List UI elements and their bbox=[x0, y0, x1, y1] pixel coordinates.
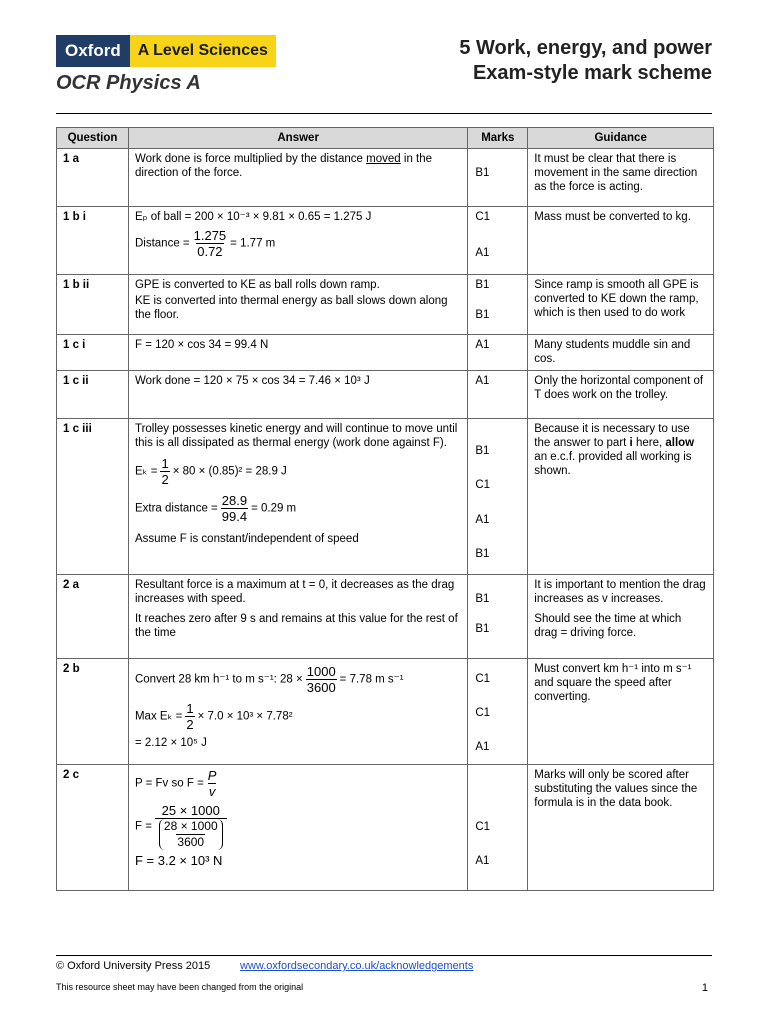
answer-cell bbox=[128, 149, 467, 207]
mark: C1 bbox=[475, 821, 491, 833]
table-row bbox=[57, 149, 714, 207]
guidance-cell: Marks will only be scored after substituting the values since the formula is in the data book. bbox=[528, 765, 714, 891]
answer-cell bbox=[128, 207, 467, 275]
mark: C1 bbox=[475, 707, 491, 719]
answer-text: Distance = bbox=[134, 237, 190, 250]
answer-text: = 0.29 m bbox=[251, 502, 297, 515]
fraction bbox=[207, 768, 218, 799]
mark: A1 bbox=[475, 375, 490, 387]
answer-text: = 2.12 × 10⁵ J bbox=[134, 737, 207, 749]
mark: A1 bbox=[475, 247, 490, 259]
copyright-text: © Oxford University Press 2015 bbox=[56, 960, 211, 972]
answer-text: Extra distance = bbox=[134, 502, 218, 515]
marks-cell bbox=[468, 335, 528, 371]
mark: A1 bbox=[475, 339, 490, 351]
marks-cell bbox=[468, 419, 528, 575]
question-number: 1 c i bbox=[57, 335, 129, 371]
guidance-cell: Mass must be converted to kg. bbox=[528, 207, 714, 275]
table-row bbox=[57, 419, 714, 575]
marks-cell bbox=[468, 659, 528, 765]
table-row bbox=[57, 207, 714, 275]
header-question: Question bbox=[57, 128, 129, 149]
table-row bbox=[57, 335, 714, 371]
table-row bbox=[57, 765, 714, 891]
question-number: 1 b i bbox=[57, 207, 129, 275]
answer-text: Resultant force is a maximum at t = 0, it decreases as the drag increases with speed. bbox=[134, 579, 455, 605]
mark: B1 bbox=[475, 445, 490, 457]
denominator: 3600 bbox=[177, 835, 205, 849]
answer-text: Trolley possesses kinetic energy and will continue to move until this is all dissipated as thermal energy (work done against F). bbox=[134, 423, 458, 449]
doc-type: Exam-style mark scheme bbox=[472, 62, 712, 84]
answer-cell bbox=[128, 575, 467, 659]
guidance-cell: Many students muddle sin and cos. bbox=[528, 335, 714, 371]
marks-cell bbox=[468, 275, 528, 335]
guidance-cell: It must be clear that there is movement in the same direction as the force is acting. bbox=[528, 149, 714, 207]
guidance-cell: Must convert km h⁻¹ into m s⁻¹ and square the speed after converting. bbox=[528, 659, 714, 765]
answer-text: Max Eₖ = bbox=[134, 710, 183, 723]
guidance-cell: Because it is necessary to use the answer to part i here, allow an e.c.f. provided all working is shown. bbox=[528, 419, 714, 575]
answer-text: It reaches zero after 9 s and remains at this value for the rest of the time bbox=[134, 613, 458, 639]
guidance-text: It is important to mention the drag increases as v increases. bbox=[534, 579, 706, 605]
mark: C1 bbox=[475, 211, 491, 223]
question-number: 2 a bbox=[57, 575, 129, 659]
mark: B1 bbox=[475, 167, 490, 179]
header-answer: Answer bbox=[128, 128, 467, 149]
table-row bbox=[57, 575, 714, 659]
denominator: 3600 bbox=[306, 680, 336, 695]
mark: B1 bbox=[475, 548, 490, 560]
document-title bbox=[459, 36, 712, 86]
question-number: 1 c ii bbox=[57, 371, 129, 419]
answer-cell: F = 120 × cos 34 = 99.4 N bbox=[128, 335, 467, 371]
guidance-text: Should see the time at which drag = driving force. bbox=[534, 613, 682, 639]
question-number: 2 c bbox=[57, 765, 129, 891]
answer-cell bbox=[128, 275, 467, 335]
answer-formula bbox=[135, 228, 461, 259]
answer-formula bbox=[135, 456, 461, 487]
fraction bbox=[155, 803, 227, 850]
marks-cell bbox=[468, 371, 528, 419]
answer-formula bbox=[135, 803, 461, 850]
mark: A1 bbox=[475, 855, 490, 867]
numerator: 1.275 bbox=[193, 228, 227, 243]
compound-denominator bbox=[155, 818, 227, 850]
footer-divider bbox=[56, 955, 712, 956]
answer-text: Assume F is constant/independent of speed bbox=[134, 533, 359, 545]
marks-cell bbox=[468, 765, 528, 891]
numerator: 25 × 1000 bbox=[161, 803, 220, 818]
table-header-row bbox=[57, 128, 714, 149]
denominator: 2 bbox=[186, 717, 194, 732]
chapter-title: 5 Work, energy, and power bbox=[459, 37, 712, 59]
answer-formula bbox=[135, 701, 461, 732]
acknowledgements-link[interactable]: www.oxfordsecondary.co.uk/acknowledgements bbox=[240, 960, 474, 972]
mark: B1 bbox=[475, 309, 490, 321]
denominator: 99.4 bbox=[221, 509, 248, 524]
fraction bbox=[160, 456, 169, 487]
answer-formula bbox=[135, 664, 461, 695]
numerator: 1 bbox=[161, 456, 169, 471]
answer-formula bbox=[135, 493, 461, 524]
answer-cell bbox=[128, 659, 467, 765]
header-guidance: Guidance bbox=[528, 128, 714, 149]
brand-label: Oxford bbox=[56, 35, 130, 67]
subject-title: OCR Physics A bbox=[56, 72, 201, 94]
mark: A1 bbox=[475, 514, 490, 526]
mark: B1 bbox=[475, 593, 490, 605]
answer-text: = 7.78 m s⁻¹ bbox=[339, 673, 404, 686]
header-marks: Marks bbox=[468, 128, 528, 149]
numerator: P bbox=[207, 768, 217, 783]
question-number: 1 a bbox=[57, 149, 129, 207]
marks-cell bbox=[468, 149, 528, 207]
fraction bbox=[306, 664, 337, 695]
guidance-cell: Since ramp is smooth all GPE is converted to KE down the ramp, which is then used to do work bbox=[528, 275, 714, 335]
mark-scheme-table bbox=[56, 127, 714, 891]
marks-cell bbox=[468, 207, 528, 275]
answer-cell bbox=[128, 419, 467, 575]
answer-text: × 7.0 × 10³ × 7.78² bbox=[197, 710, 293, 723]
answer-text: in the direction of the force. bbox=[134, 153, 433, 179]
question-number: 2 b bbox=[57, 659, 129, 765]
answer-cell bbox=[128, 765, 467, 891]
marks-cell bbox=[468, 575, 528, 659]
answer-underlined: moved bbox=[366, 153, 401, 165]
fraction bbox=[159, 819, 223, 850]
denominator: 2 bbox=[161, 472, 169, 487]
numerator: 1 bbox=[186, 701, 194, 716]
table-row bbox=[57, 275, 714, 335]
guidance-cell bbox=[528, 575, 714, 659]
answer-text: Eₖ = bbox=[134, 465, 158, 478]
answer-formula bbox=[135, 768, 461, 799]
answer-text: × 80 × (0.85)² = 28.9 J bbox=[172, 465, 287, 478]
answer-cell: Work done = 120 × 75 × cos 34 = 7.46 × 10³ J bbox=[128, 371, 467, 419]
mark: C1 bbox=[475, 673, 491, 685]
answer-text: F = bbox=[134, 820, 152, 833]
denominator: v bbox=[208, 784, 216, 799]
page-number: 1 bbox=[701, 982, 708, 994]
numerator: 1000 bbox=[306, 664, 336, 679]
table-row bbox=[57, 659, 714, 765]
numerator: 28.9 bbox=[221, 493, 248, 508]
header-divider bbox=[56, 113, 712, 114]
mark: B1 bbox=[475, 279, 490, 291]
oxford-logo bbox=[56, 35, 276, 67]
answer-text: Eₚ of ball = 200 × 10⁻³ × 9.81 × 0.65 = 1.275 J bbox=[134, 211, 372, 223]
mark: C1 bbox=[475, 479, 491, 491]
answer-text: KE is converted into thermal energy as ball slows down along the floor. bbox=[134, 295, 448, 321]
denominator: 0.72 bbox=[197, 244, 223, 259]
guidance-cell: Only the horizontal component of T does work on the trolley. bbox=[528, 371, 714, 419]
mark: B1 bbox=[475, 623, 490, 635]
mark: A1 bbox=[475, 741, 490, 753]
series-label: A Level Sciences bbox=[130, 35, 276, 67]
question-number: 1 c iii bbox=[57, 419, 129, 575]
answer-text: Convert 28 km h⁻¹ to m s⁻¹: 28 × bbox=[134, 673, 303, 686]
fraction bbox=[193, 228, 228, 259]
numerator: 28 × 1000 bbox=[163, 819, 218, 833]
question-number: 1 b ii bbox=[57, 275, 129, 335]
fraction bbox=[221, 493, 248, 524]
table-row bbox=[57, 371, 714, 419]
answer-text: GPE is converted to KE as ball rolls down ramp. bbox=[134, 279, 380, 291]
answer-text: Work done is force multiplied by the distance bbox=[134, 153, 367, 165]
answer-text: = 1.77 m bbox=[230, 237, 276, 250]
fraction bbox=[185, 701, 194, 732]
answer-text: F = 3.2 × 10³ N bbox=[134, 853, 223, 868]
answer-text: P = Fv so F = bbox=[134, 777, 204, 790]
disclaimer-text: This resource sheet may have been changed from the original bbox=[56, 982, 304, 992]
